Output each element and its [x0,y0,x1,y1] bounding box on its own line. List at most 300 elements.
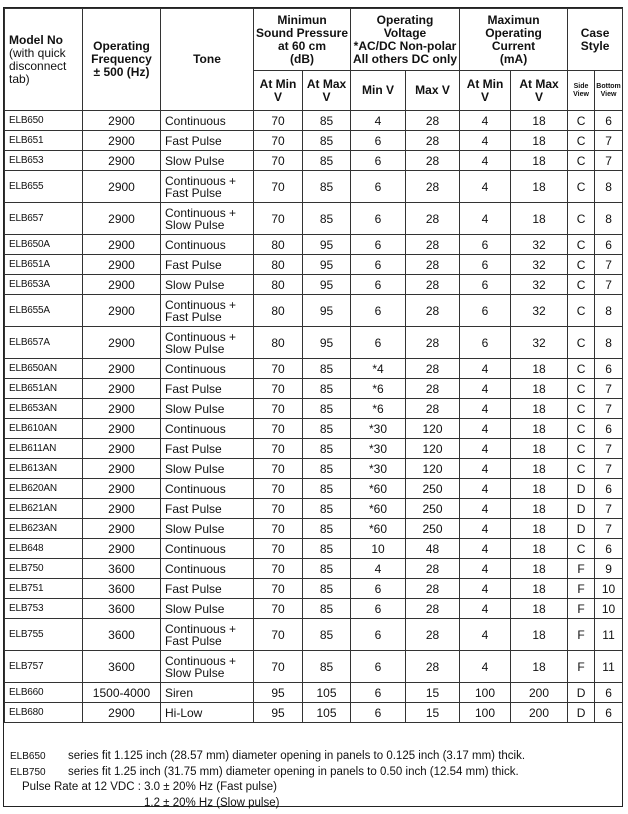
header-bottom-view: Bottom View [595,71,623,111]
cell-current-min: 4 [460,419,511,439]
cell-volt-max: 28 [406,255,460,275]
cell-tone [161,619,254,651]
cell-current-max: 18 [511,459,568,479]
header-model: Model No (with quick disconnect tab) [5,9,83,111]
cell-db-min: 70 [254,151,303,171]
cell-volt-max: 250 [406,479,460,499]
tone-line: Fast Pulse [165,633,222,648]
cell-volt-max: 28 [406,111,460,131]
cell-model: ELB653AN [5,399,83,419]
cell-model: ELB757 [5,651,83,683]
cell-frequency: 2900 [83,703,161,723]
cell-db-max: 95 [303,275,351,295]
cell-model: ELB753 [5,599,83,619]
cell-db-min: 70 [254,559,303,579]
cell-volt-min: 6 [351,255,406,275]
cell-volt-max: 250 [406,519,460,539]
cell-frequency: 3600 [83,559,161,579]
cell-current-min: 4 [460,203,511,235]
cell-bottom-view: 8 [595,203,623,235]
cell-volt-max: 250 [406,499,460,519]
cell-bottom-view: 6 [595,539,623,559]
cell-tone [161,327,254,359]
header-current-max: At Max V [511,71,568,111]
cell-bottom-view: 11 [595,651,623,683]
cell-db-max: 85 [303,203,351,235]
cell-frequency: 2900 [83,295,161,327]
cell-current-max: 18 [511,619,568,651]
table-row [5,359,623,379]
cell-model: ELB751 [5,579,83,599]
cell-model: ELB610AN [5,419,83,439]
cell-current-min: 6 [460,327,511,359]
cell-current-max: 18 [511,111,568,131]
cell-bottom-view: 6 [595,111,623,131]
table-row [5,131,623,151]
cell-current-max: 18 [511,439,568,459]
cell-frequency: 3600 [83,651,161,683]
cell-bottom-view: 7 [595,131,623,151]
tone-line: Hi-Low [165,705,203,720]
cell-volt-min: 6 [351,651,406,683]
cell-db-max: 85 [303,559,351,579]
tone-line: Slow Pulse [165,153,225,168]
table-row [5,399,623,419]
cell-current-min: 100 [460,683,511,703]
table-row [5,327,623,359]
cell-model: ELB660 [5,683,83,703]
cell-current-min: 4 [460,539,511,559]
cell-current-max: 18 [511,203,568,235]
cell-current-min: 4 [460,151,511,171]
cell-side-view: C [568,151,595,171]
cell-volt-max: 28 [406,651,460,683]
cell-model: ELB650 [5,111,83,131]
cell-model: ELB651 [5,131,83,151]
cell-side-view: D [568,479,595,499]
cell-db-min: 70 [254,171,303,203]
cell-volt-max: 28 [406,559,460,579]
cell-frequency: 1500-4000 [83,683,161,703]
table-row [5,683,623,703]
header-side-view: Side View [568,71,595,111]
cell-db-max: 85 [303,419,351,439]
cell-bottom-view: 7 [595,379,623,399]
cell-bottom-view: 8 [595,295,623,327]
cell-model: ELB620AN [5,479,83,499]
tone-line: Continuous + [165,297,237,312]
cell-db-max: 95 [303,255,351,275]
cell-model: ELB611AN [5,439,83,459]
cell-model: ELB653A [5,275,83,295]
cell-side-view: D [568,499,595,519]
cell-db-max: 85 [303,519,351,539]
cell-frequency: 2900 [83,275,161,295]
cell-tone [161,151,254,171]
cell-bottom-view: 6 [595,419,623,439]
cell-frequency: 2900 [83,131,161,151]
table-row [5,479,623,499]
header-current: Maximun Operating Current (mA) [460,9,568,71]
cell-model: ELB650AN [5,359,83,379]
table-row [5,499,623,519]
tone-line: Continuous [165,481,226,496]
cell-current-min: 4 [460,599,511,619]
tone-line: Slow Pulse [165,401,225,416]
table-row [5,275,623,295]
cell-side-view: C [568,399,595,419]
cell-db-min: 80 [254,235,303,255]
pulse-rate-fast: Pulse Rate at 12 VDC : 3.0 ± 20% Hz (Fast pulse) [22,781,277,793]
table-row [5,599,623,619]
cell-volt-min: 6 [351,703,406,723]
footnote-text: series fit 1.25 inch (31.75 mm) diameter opening in panels to 0.50 inch (12.54 mm) thick. [68,765,519,778]
cell-db-max: 85 [303,651,351,683]
cell-model: ELB680 [5,703,83,723]
cell-side-view: C [568,359,595,379]
cell-volt-max: 15 [406,683,460,703]
tone-line: Continuous [165,113,226,128]
tone-line: Fast Pulse [165,441,222,456]
cell-side-view: F [568,619,595,651]
cell-volt-min: 4 [351,559,406,579]
table-row [5,151,623,171]
cell-db-min: 80 [254,327,303,359]
cell-volt-max: 28 [406,295,460,327]
cell-bottom-view: 8 [595,327,623,359]
table-row [5,559,623,579]
cell-frequency: 2900 [83,519,161,539]
cell-current-min: 4 [460,399,511,419]
cell-side-view: C [568,235,595,255]
spec-table [4,8,623,723]
cell-db-min: 80 [254,275,303,295]
cell-db-min: 70 [254,359,303,379]
cell-current-min: 6 [460,275,511,295]
cell-volt-max: 28 [406,171,460,203]
cell-tone [161,203,254,235]
cell-volt-min: 6 [351,275,406,295]
cell-bottom-view: 10 [595,599,623,619]
cell-db-max: 85 [303,399,351,419]
cell-db-max: 105 [303,683,351,703]
cell-volt-min: 6 [351,131,406,151]
cell-db-min: 80 [254,255,303,275]
tone-line: Continuous [165,421,226,436]
cell-volt-max: 28 [406,379,460,399]
cell-volt-min: 6 [351,295,406,327]
cell-db-max: 85 [303,439,351,459]
cell-side-view: C [568,255,595,275]
table-row [5,235,623,255]
cell-db-max: 95 [303,295,351,327]
cell-bottom-view: 6 [595,235,623,255]
cell-volt-max: 28 [406,599,460,619]
cell-model: ELB657A [5,327,83,359]
cell-tone [161,255,254,275]
cell-tone [161,459,254,479]
table-row [5,519,623,539]
cell-side-view: C [568,379,595,399]
cell-tone [161,359,254,379]
cell-model: ELB651A [5,255,83,275]
cell-bottom-view: 7 [595,499,623,519]
footnotes [10,749,525,811]
cell-db-min: 95 [254,703,303,723]
cell-side-view: D [568,519,595,539]
cell-current-max: 18 [511,419,568,439]
tone-line: Fast Pulse [165,381,222,396]
cell-model: ELB655A [5,295,83,327]
cell-frequency: 2900 [83,459,161,479]
cell-tone [161,703,254,723]
cell-volt-min: *4 [351,359,406,379]
cell-current-min: 4 [460,619,511,651]
cell-volt-min: *60 [351,479,406,499]
tone-line: Continuous [165,541,226,556]
tone-line: Slow Pulse [165,665,225,680]
cell-model: ELB650A [5,235,83,255]
cell-side-view: F [568,651,595,683]
cell-frequency: 2900 [83,499,161,519]
header-frequency: Operating Frequency ± 500 (Hz) [83,9,161,111]
cell-side-view: C [568,131,595,151]
cell-side-view: C [568,539,595,559]
table-row [5,203,623,235]
cell-volt-max: 120 [406,459,460,479]
cell-volt-max: 120 [406,419,460,439]
cell-current-max: 18 [511,151,568,171]
cell-model: ELB651AN [5,379,83,399]
cell-tone [161,295,254,327]
cell-current-max: 200 [511,683,568,703]
table-row [5,651,623,683]
cell-current-min: 6 [460,295,511,327]
pulse-rate-slow: 1.2 ± 20% Hz (Slow pulse) [144,796,280,809]
cell-current-max: 18 [511,131,568,151]
cell-current-min: 4 [460,519,511,539]
cell-bottom-view: 6 [595,703,623,723]
cell-db-min: 95 [254,683,303,703]
cell-db-min: 70 [254,399,303,419]
cell-tone [161,519,254,539]
cell-bottom-view: 6 [595,479,623,499]
cell-db-min: 70 [254,579,303,599]
cell-db-max: 85 [303,151,351,171]
cell-frequency: 2900 [83,111,161,131]
cell-current-min: 4 [460,379,511,399]
cell-tone [161,235,254,255]
cell-tone [161,539,254,559]
cell-tone [161,479,254,499]
cell-tone [161,683,254,703]
table-row [5,255,623,275]
cell-volt-max: 28 [406,327,460,359]
cell-current-min: 4 [460,171,511,203]
cell-current-max: 18 [511,599,568,619]
header-voltage: Operating Voltage *AC/DC Non-polar All others DC only [351,9,460,71]
cell-volt-max: 28 [406,359,460,379]
cell-db-min: 80 [254,295,303,327]
cell-bottom-view: 6 [595,683,623,703]
cell-current-max: 18 [511,651,568,683]
cell-db-max: 105 [303,703,351,723]
cell-current-min: 4 [460,131,511,151]
tone-line: Continuous + [165,205,237,220]
cell-db-max: 85 [303,619,351,651]
cell-tone [161,171,254,203]
cell-current-max: 32 [511,275,568,295]
table-row [5,459,623,479]
cell-db-min: 70 [254,599,303,619]
cell-volt-min: 6 [351,327,406,359]
cell-volt-max: 120 [406,439,460,459]
cell-current-min: 6 [460,255,511,275]
cell-volt-max: 48 [406,539,460,559]
cell-db-max: 85 [303,131,351,151]
header-tone: Tone [161,9,254,111]
cell-bottom-view: 6 [595,359,623,379]
cell-side-view: F [568,559,595,579]
tone-line: Continuous + [165,329,237,344]
cell-tone [161,111,254,131]
cell-volt-min: *30 [351,419,406,439]
cell-volt-min: *6 [351,379,406,399]
cell-volt-min: 6 [351,235,406,255]
cell-current-min: 4 [460,111,511,131]
cell-model: ELB750 [5,559,83,579]
tone-line: Fast Pulse [165,581,222,596]
cell-current-min: 100 [460,703,511,723]
cell-bottom-view: 7 [595,255,623,275]
cell-bottom-view: 7 [595,519,623,539]
tone-line: Continuous [165,361,226,376]
cell-frequency: 2900 [83,379,161,399]
tone-line: Slow Pulse [165,217,225,232]
cell-bottom-view: 7 [595,275,623,295]
cell-frequency: 2900 [83,203,161,235]
cell-current-max: 18 [511,539,568,559]
cell-frequency: 3600 [83,599,161,619]
cell-current-max: 18 [511,519,568,539]
cell-side-view: D [568,703,595,723]
cell-db-max: 85 [303,459,351,479]
cell-frequency: 2900 [83,399,161,419]
table-row [5,539,623,559]
cell-frequency: 2900 [83,327,161,359]
cell-db-max: 85 [303,499,351,519]
cell-db-min: 70 [254,651,303,683]
cell-tone [161,559,254,579]
tone-line: Continuous + [165,173,237,188]
cell-db-min: 70 [254,499,303,519]
cell-frequency: 2900 [83,439,161,459]
cell-volt-min: 6 [351,151,406,171]
cell-current-max: 200 [511,703,568,723]
cell-side-view: C [568,327,595,359]
cell-side-view: C [568,419,595,439]
cell-current-max: 18 [511,399,568,419]
cell-frequency: 3600 [83,579,161,599]
footnote-elb650 [10,749,525,765]
cell-model: ELB623AN [5,519,83,539]
header-sound-pressure: Minimun Sound Pressure at 60 cm (dB) [254,9,351,71]
cell-volt-min: 6 [351,683,406,703]
cell-volt-min: *30 [351,439,406,459]
tone-line: Continuous + [165,621,237,636]
cell-db-max: 85 [303,379,351,399]
cell-model: ELB613AN [5,459,83,479]
cell-frequency: 2900 [83,235,161,255]
cell-side-view: C [568,459,595,479]
footnote-elb750 [10,765,525,781]
cell-volt-min: *60 [351,499,406,519]
cell-model: ELB648 [5,539,83,559]
tone-line: Slow Pulse [165,601,225,616]
cell-volt-max: 28 [406,619,460,651]
header-volt-max: Max V [406,71,460,111]
cell-db-min: 70 [254,131,303,151]
cell-current-max: 32 [511,255,568,275]
cell-bottom-view: 8 [595,171,623,203]
cell-db-min: 70 [254,203,303,235]
cell-db-min: 70 [254,519,303,539]
cell-db-max: 85 [303,171,351,203]
tone-line: Slow Pulse [165,277,225,292]
cell-db-max: 85 [303,539,351,559]
cell-volt-max: 28 [406,203,460,235]
cell-db-min: 70 [254,419,303,439]
cell-db-min: 70 [254,459,303,479]
header-sound-max: At Max V [303,71,351,111]
cell-db-max: 95 [303,327,351,359]
cell-db-max: 95 [303,235,351,255]
cell-current-min: 4 [460,499,511,519]
cell-model: ELB621AN [5,499,83,519]
cell-current-min: 4 [460,579,511,599]
cell-volt-min: 6 [351,203,406,235]
cell-frequency: 2900 [83,359,161,379]
cell-model: ELB653 [5,151,83,171]
cell-side-view: F [568,599,595,619]
cell-side-view: C [568,295,595,327]
cell-bottom-view: 7 [595,399,623,419]
cell-bottom-view: 10 [595,579,623,599]
cell-frequency: 2900 [83,539,161,559]
table-row [5,703,623,723]
cell-side-view: C [568,111,595,131]
cell-tone [161,399,254,419]
cell-tone [161,579,254,599]
header-current-min: At Min V [460,71,511,111]
cell-volt-min: 10 [351,539,406,559]
cell-bottom-view: 11 [595,619,623,651]
table-row [5,295,623,327]
tone-line: Siren [165,685,194,700]
cell-current-max: 18 [511,171,568,203]
footnote-model: ELB650 [10,751,46,762]
footnote-text: series fit 1.125 inch (28.57 mm) diameter opening in panels to 0.125 inch (3.17 mm) thcik. [68,750,526,762]
cell-current-min: 4 [460,479,511,499]
cell-frequency: 2900 [83,151,161,171]
cell-volt-max: 28 [406,579,460,599]
cell-volt-min: *6 [351,399,406,419]
cell-bottom-view: 9 [595,559,623,579]
cell-current-max: 18 [511,359,568,379]
cell-db-min: 70 [254,111,303,131]
cell-volt-min: 4 [351,111,406,131]
cell-side-view: D [568,683,595,703]
